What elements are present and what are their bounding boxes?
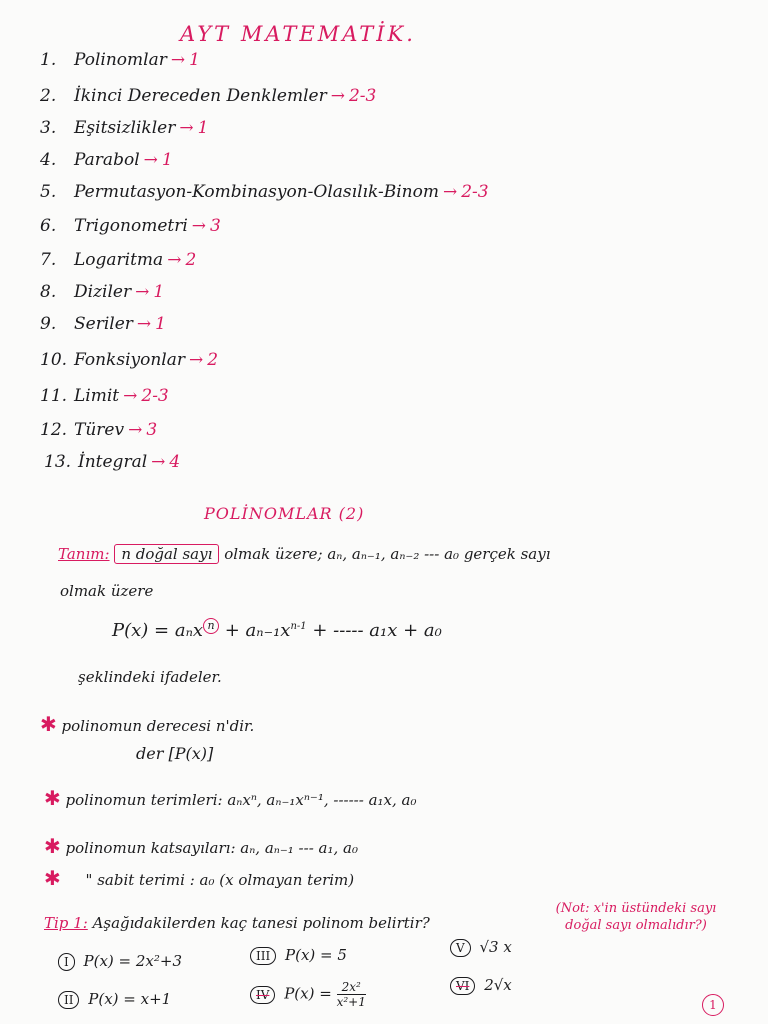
arrow-icon: → (136, 314, 152, 334)
definition-rest: olmak üzere; aₙ, aₙ₋₁, aₙ₋₂ --- a₀ gerçek sayı (224, 545, 551, 563)
topic-number: 10. (40, 350, 68, 370)
option-2 (58, 990, 171, 1009)
topic-weight: 2-3 (348, 86, 377, 106)
topic-item (40, 150, 173, 170)
topic-number: 3. (40, 118, 57, 138)
topic-weight: 3 (146, 420, 158, 440)
definition-line (58, 545, 551, 563)
arrow-icon: → (179, 118, 194, 138)
topic-weight: 1 (197, 118, 209, 138)
topic-name: Diziler (74, 282, 132, 302)
arrow-icon: → (170, 50, 186, 70)
shaped-text: şeklindeki ifadeler. (78, 668, 222, 686)
note-der: der [P(x)] (136, 744, 214, 763)
option-expr: P(x) = x+1 (88, 990, 172, 1008)
option-expr: P(x) = 5 (285, 946, 347, 964)
topic-item (40, 386, 169, 406)
arrow-icon: → (123, 386, 138, 406)
topic-weight: 1 (161, 150, 173, 170)
topic-number: 12. (40, 420, 68, 440)
polynomial-formula (112, 618, 442, 641)
topic-weight: 2 (207, 350, 219, 370)
topic-weight: 2-3 (461, 182, 489, 202)
note-constant-text: " sabit terimi : a₀ (x olmayan terim) (85, 871, 355, 889)
topic-item (40, 50, 200, 70)
star-icon: ✱ (44, 786, 61, 810)
arrow-icon: → (191, 216, 207, 236)
tip-question-text: Aşağıdakilerden kaç tanesi polinom belirtir? (92, 914, 430, 932)
note-coeffs-text: polinomun katsayıları: aₙ, aₙ₋₁ --- a₁, a₀ (65, 839, 358, 857)
topic-name: Permutasyon-Kombinasyon-Olasılık-Binom (74, 182, 439, 202)
topic-name: İkinci Dereceden Denklemler (74, 86, 327, 106)
definition-line2: olmak üzere (60, 582, 154, 600)
page-title: AYT MATEMATİK. (180, 22, 416, 46)
star-icon: ✱ (44, 866, 61, 890)
topic-item (40, 118, 208, 138)
arrow-icon: → (442, 182, 458, 202)
arrow-icon: → (135, 282, 150, 302)
topic-item (40, 420, 157, 440)
option-6 (450, 976, 512, 995)
topic-name: Logaritma (74, 250, 164, 270)
option-1 (58, 952, 182, 971)
topic-name: Parabol (74, 150, 140, 170)
topic-weight: 1 (189, 50, 200, 70)
topic-number: 2. (40, 86, 57, 106)
definition-boxed: n doğal sayı (114, 544, 219, 564)
topic-weight: 4 (169, 452, 181, 472)
topic-weight: 2 (185, 250, 197, 270)
option-roman: II (58, 991, 79, 1009)
topic-name: Limit (74, 386, 120, 406)
formula-lhs: P(x) = aₙx (112, 620, 204, 641)
topic-name: Eşitsizlikler (74, 118, 176, 138)
topic-name: Trigonometri (74, 216, 188, 236)
topic-item (40, 216, 221, 236)
option-expr: P(x) = (284, 984, 332, 1003)
topic-item (40, 314, 166, 334)
topic-name: Seriler (74, 314, 133, 334)
topic-number: 1. (40, 50, 57, 70)
option-roman: I (58, 953, 75, 971)
definition-label: Tanım: (58, 545, 110, 563)
option-4-fraction (337, 980, 366, 1009)
topic-number: 9. (40, 314, 57, 334)
note-coeffs (44, 834, 358, 858)
note-degree-text: polinomun derecesi n'dir. (61, 717, 255, 735)
option-roman: III (250, 947, 276, 965)
topic-name: Polinomlar (74, 50, 167, 70)
formula-mid: + aₙ₋₁x (224, 620, 291, 641)
topic-name: Fonksiyonlar (74, 350, 185, 370)
formula-exp2: n-1 (290, 621, 307, 632)
formula-rhs: + ----- a₁x + a₀ (312, 620, 442, 641)
topic-item (40, 182, 489, 202)
page-number: 1 (702, 994, 724, 1016)
topic-weight: 1 (153, 282, 165, 302)
option-expr: 2√x (484, 976, 512, 994)
note-degree (40, 712, 254, 736)
option-roman: VI (450, 977, 475, 995)
topic-name: İntegral (78, 452, 148, 472)
topic-weight: 2-3 (141, 386, 169, 406)
topic-item (44, 452, 180, 472)
fraction-top: 2x² (337, 980, 366, 995)
arrow-icon: → (151, 452, 166, 472)
option-roman: V (450, 939, 471, 957)
fraction-bottom: x²+1 (336, 995, 366, 1009)
topic-weight: 1 (155, 314, 166, 334)
arrow-icon: → (128, 420, 143, 440)
topic-number: 11. (40, 386, 68, 406)
topic-number: 13. (44, 452, 72, 472)
note-terms (44, 786, 416, 810)
topic-number: 4. (40, 150, 57, 170)
note-constant (44, 866, 354, 890)
option-5 (450, 938, 512, 957)
arrow-icon: → (189, 350, 204, 370)
star-icon: ✱ (44, 834, 61, 858)
arrow-icon: → (143, 150, 158, 170)
topic-weight: 3 (210, 216, 221, 236)
section-title: POLİNOMLAR (2) (204, 504, 365, 523)
topic-item (40, 282, 164, 302)
topic-number: 6. (40, 216, 57, 236)
option-expr: √3 x (479, 938, 512, 956)
option-4 (250, 980, 366, 1009)
option-3 (250, 946, 347, 965)
tip-note: (Not: x'in üstündeki sayı doğal sayı olmalıdır?) (555, 901, 717, 933)
exponent-circle: n (203, 618, 219, 634)
arrow-icon: → (167, 250, 182, 270)
note-terms-text: polinomun terimleri: aₙxⁿ, aₙ₋₁xⁿ⁻¹, ------ a₁x, a₀ (65, 791, 417, 809)
topic-name: Türev (74, 420, 125, 440)
topic-item (40, 250, 196, 270)
topic-number: 5. (40, 182, 57, 202)
topic-number: 7. (40, 250, 57, 270)
topic-number: 8. (40, 282, 57, 302)
arrow-icon: → (330, 86, 345, 106)
tip-label: Tip 1: (44, 914, 88, 932)
topic-item (40, 350, 218, 370)
star-icon: ✱ (40, 712, 57, 736)
option-expr: P(x) = 2x²+3 (83, 952, 183, 970)
option-roman: IV (250, 986, 275, 1004)
tip-question (44, 914, 430, 932)
topic-item (40, 86, 376, 106)
